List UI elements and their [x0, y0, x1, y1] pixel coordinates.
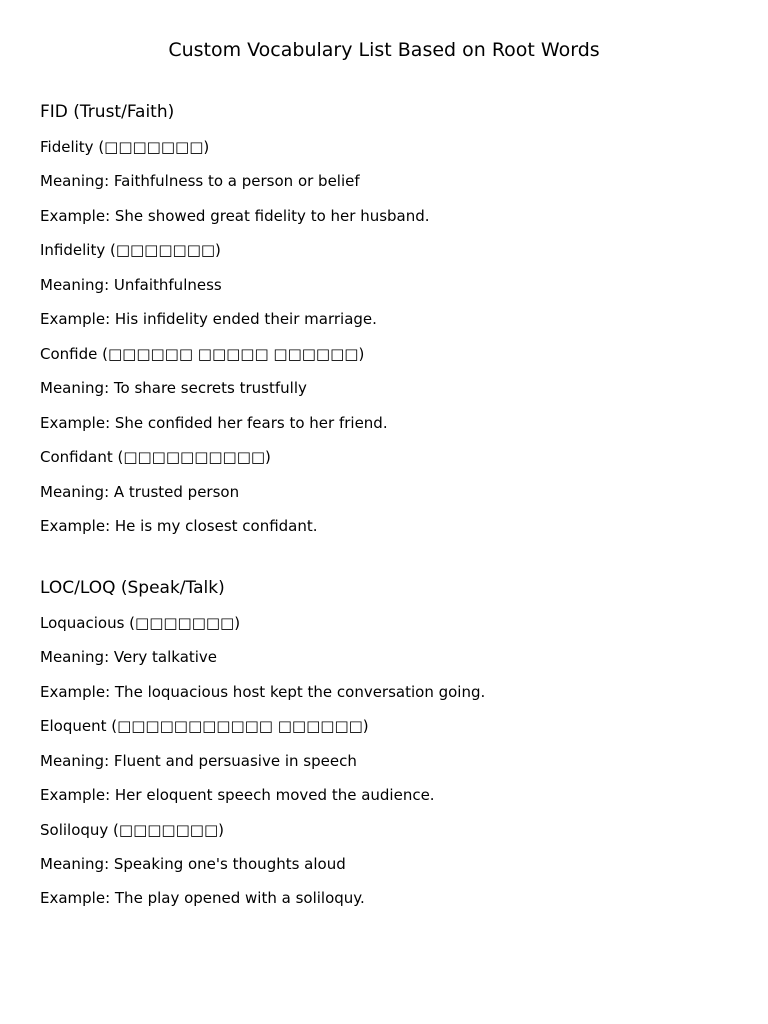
vocab-word-line: Confide (□□□□□□ □□□□□ □□□□□□) [40, 345, 365, 363]
vocab-meaning-line: Meaning: A trusted person [40, 483, 240, 501]
vocab-meaning-line: Meaning: Speaking one's thoughts aloud [40, 855, 346, 873]
vocab-meaning-line: Meaning: To share secrets trustfully [40, 379, 307, 397]
vocab-word-line: Confidant (□□□□□□□□□□) [40, 448, 271, 466]
section-heading-fid: FID (Trust/Faith) [40, 102, 175, 122]
vocab-word-line: Infidelity (□□□□□□□) [40, 241, 221, 259]
vocab-example-line: Example: The loquacious host kept the conversation going. [40, 683, 486, 701]
vocab-word-line: Fidelity (□□□□□□□) [40, 138, 210, 156]
vocab-word-line: Eloquent (□□□□□□□□□□□ □□□□□□) [40, 717, 369, 735]
page-title: Custom Vocabulary List Based on Root Words [168, 39, 600, 61]
vocab-example-line: Example: He is my closest confidant. [40, 517, 318, 535]
vocab-meaning-line: Meaning: Unfaithfulness [40, 276, 222, 294]
vocab-example-line: Example: Her eloquent speech moved the audience. [40, 786, 435, 804]
vocab-example-line: Example: His infidelity ended their marriage. [40, 310, 377, 328]
section-heading-loc-loq: LOC/LOQ (Speak/Talk) [40, 578, 225, 598]
vocab-word-line: Loquacious (□□□□□□□) [40, 614, 241, 632]
vocab-example-line: Example: She showed great fidelity to her husband. [40, 207, 430, 225]
vocab-meaning-line: Meaning: Very talkative [40, 648, 218, 666]
vocab-example-line: Example: She confided her fears to her friend. [40, 414, 388, 432]
vocab-example-line: Example: The play opened with a soliloquy. [40, 889, 365, 907]
vocab-meaning-line: Meaning: Faithfulness to a person or belief [40, 172, 360, 190]
vocab-word-line: Soliloquy (□□□□□□□) [40, 821, 224, 839]
vocab-meaning-line: Meaning: Fluent and persuasive in speech [40, 752, 357, 770]
